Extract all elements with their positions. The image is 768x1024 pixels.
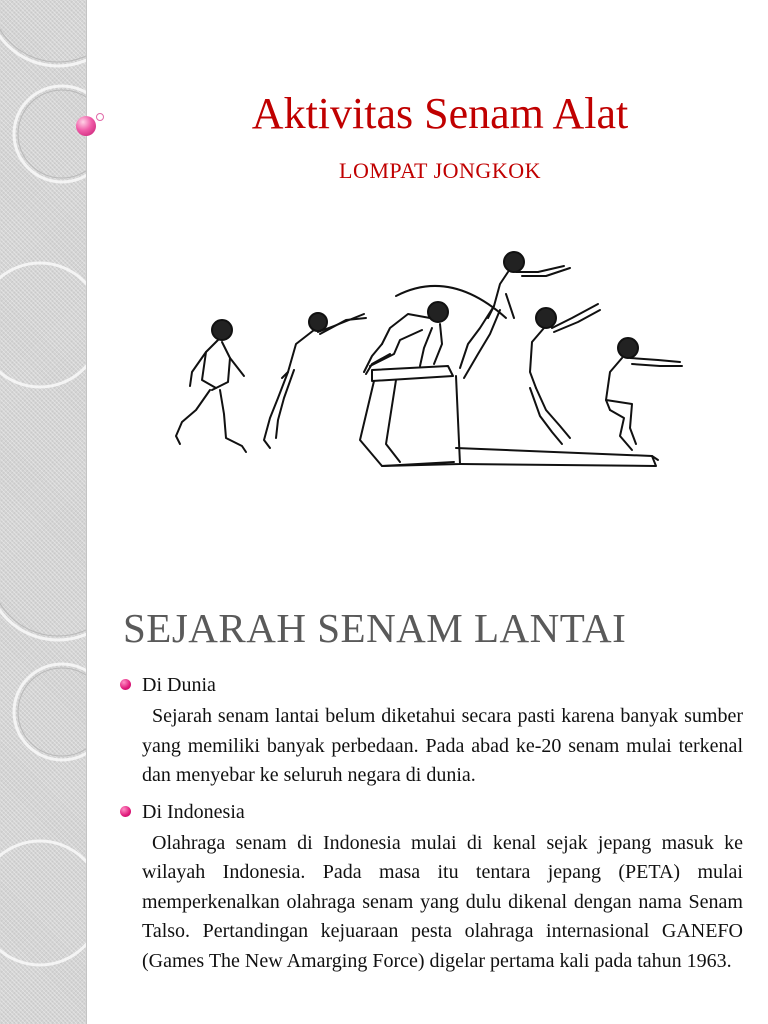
bullet-item-indonesia xyxy=(118,797,743,827)
slide-title-text: Aktivitas Senam Alat xyxy=(251,89,629,138)
bullet-paragraph: Olahraga senam di Indonesia mulai di kenal sejak jepang masuk ke wilayah Indonesia. Pada masa itu tentara jepang (PETA) mulai memperkenalkan olahraga senam yang dulu dikenal dengan nama Senam Talso. Pertandingan kejuaraan pesta olahraga internasional GANEFO (Games The New Amarging Force) digelar pertama kali pada tahun 1963. xyxy=(142,831,743,972)
section-heading: SEJARAH SENAM LANTAI xyxy=(123,605,627,651)
gymnast-figure-takeoff xyxy=(264,313,366,448)
squat-vault-illustration xyxy=(160,248,700,478)
pink-dot-decoration xyxy=(76,116,96,136)
bullet-paragraph: Sejarah senam lantai belum diketahui secara pasti karena banyak sumber yang memiliki banyak perbedaan. Pada abad ke-20 senam mulai terkenal dan menyebar ke seluruh negara di dunia. xyxy=(142,705,743,786)
bullet-dot-icon xyxy=(120,679,131,690)
decorative-side-strip xyxy=(0,0,87,578)
gymnast-figure-support xyxy=(364,302,448,374)
slide-history xyxy=(0,578,768,1024)
bullet-label: Di Dunia xyxy=(142,674,216,696)
pink-ring-decoration xyxy=(96,113,104,121)
decorative-side-strip xyxy=(0,578,87,1024)
gymnast-figure-run xyxy=(176,320,246,452)
decorative-rings xyxy=(0,578,86,1024)
slide-subtitle-text: LOMPAT JONGKOK xyxy=(339,158,541,183)
bullet-item-dunia xyxy=(118,670,743,700)
springboard xyxy=(456,448,658,466)
vaulting-box xyxy=(360,366,460,466)
bullet-content xyxy=(118,670,743,982)
gymnast-figure-landing xyxy=(606,338,682,450)
bullet-label: Di Indonesia xyxy=(142,800,245,823)
gymnast-figure-descend xyxy=(530,304,600,444)
bullet-dot-icon xyxy=(120,806,131,817)
decorative-rings xyxy=(0,0,86,578)
